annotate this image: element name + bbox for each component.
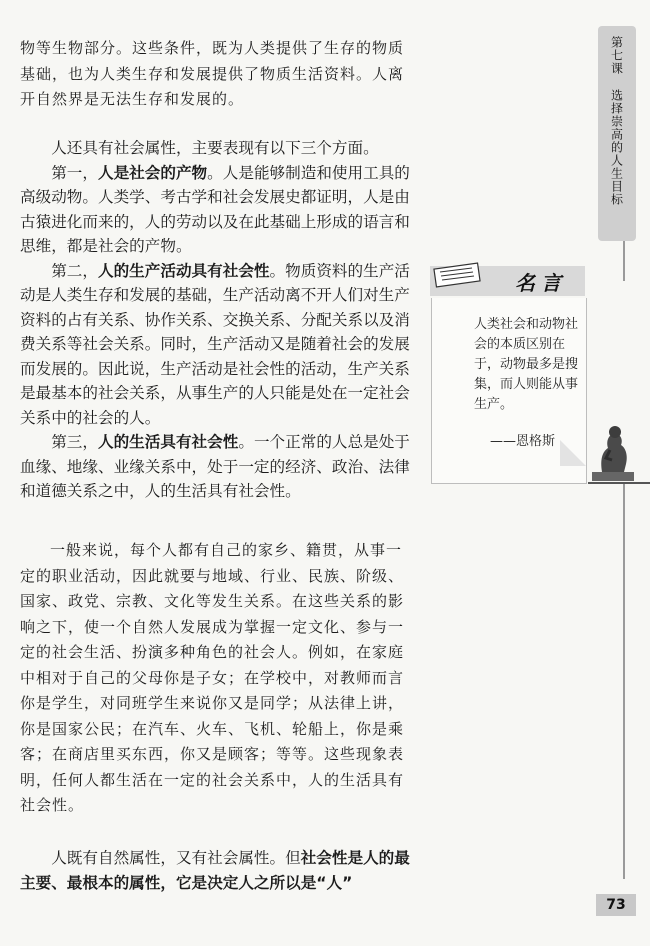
paragraph-social-attributes-intro: 人还具有社会属性，主要表现有以下三个方面。 (51, 139, 379, 157)
quote-author: ——恩格斯 (490, 434, 556, 449)
sidebar-divider-line-lower (623, 484, 625, 879)
lesson-number: 第七课 (609, 36, 624, 75)
paragraph-natural-conditions: 物等生物部分。这些条件，既为人类提供了生存的物质基础，也为人类生存和发展提供了物质生活资料。人离开自然界是无法生存和发展的。 (20, 39, 405, 108)
point-heading-life-social: 人的生活具有社会性 (97, 433, 239, 451)
newspaper-icon (432, 262, 487, 288)
lesson-title: 选择崇高的人生目标 (609, 89, 624, 206)
point-lead: 第一， (51, 163, 98, 182)
thinker-statue-icon (588, 420, 638, 482)
conclusion-lead: 人既有自然属性，又有社会属性。但 (51, 849, 301, 867)
quote-text: 人类社会和动物社会的本质区别在于，动物最多是搜集，而人则能从事生产。 (474, 317, 579, 412)
point-body: 。人是能够制造和使用工具的高级动物。人类学、考古学和社会发展史都证明，人是由古猿进化而来的，人的劳动以及在此基础上形成的语言和思维，都是社会的产物。 (20, 163, 410, 255)
page-number: 73 (596, 894, 636, 916)
conclusion-block (20, 846, 415, 895)
page-fold-corner (560, 440, 586, 466)
point-heading-social-product: 人是社会的产物 (97, 163, 208, 182)
intro-paragraph-block (20, 36, 415, 113)
quote-title: 名言 (515, 271, 567, 295)
paragraph-conclusion (20, 846, 415, 895)
point-body: 。一个正常的人总是处于血缘、地缘、业缘关系中，处于一定的经济、政治、法律和道德关系之中，人的生活具有社会性。 (20, 433, 410, 500)
example-paragraph-block (20, 538, 415, 819)
social-attributes-block (20, 136, 415, 504)
paragraph-first-point (20, 161, 415, 259)
paragraph-second-point (20, 259, 415, 431)
conclusion-bold: 社会性是人的最主要、最根本的属性，它是决定人之所以是“人” (20, 849, 410, 892)
paragraph-social-roles-example: 一般来说，每个人都有自己的家乡、籍贯，从事一定的职业活动，因此就要与地域、行业、民族、阶级、国家、政党、宗教、文化等发生关系。在这些关系的影响之下，使一个自然人发展成为掌握一定文化、参与一定的社会生活、扮演多种角色的社会人。例如，在家庭中相对于自己的父母你是子女；在学校中，对教师而言你是学生，对同班学生来说你又是同学；从法律上讲，你是国家公民；在汽车、火车、飞机、轮船上，你是乘客；在商店里买东西，你又是顾客；等等。这些现象表明，任何人都生活在一定的社会关系中，人的生活具有社会性。 (20, 541, 405, 814)
point-heading-production-social: 人的生产活动具有社会性 (97, 261, 270, 280)
lesson-tab (598, 26, 636, 241)
sidebar-horizontal-rule (588, 482, 650, 484)
point-lead: 第三， (51, 433, 98, 451)
point-lead: 第二， (51, 261, 98, 280)
point-body: 。物质资料的生产活动是人类生存和发展的基础，生产活动离不开人们对生产资料的占有关系、协作关系、交换关系、分配关系以及消费关系等社会关系。同时，生产活动又是随着社会的发展而发展的。因此说，生产活动是社会性的活动，生产关系是最基本的社会关系，从事生产的人只能是处在一定社会关系中的社会的人。 (20, 261, 410, 427)
paragraph-third-point (20, 430, 415, 504)
